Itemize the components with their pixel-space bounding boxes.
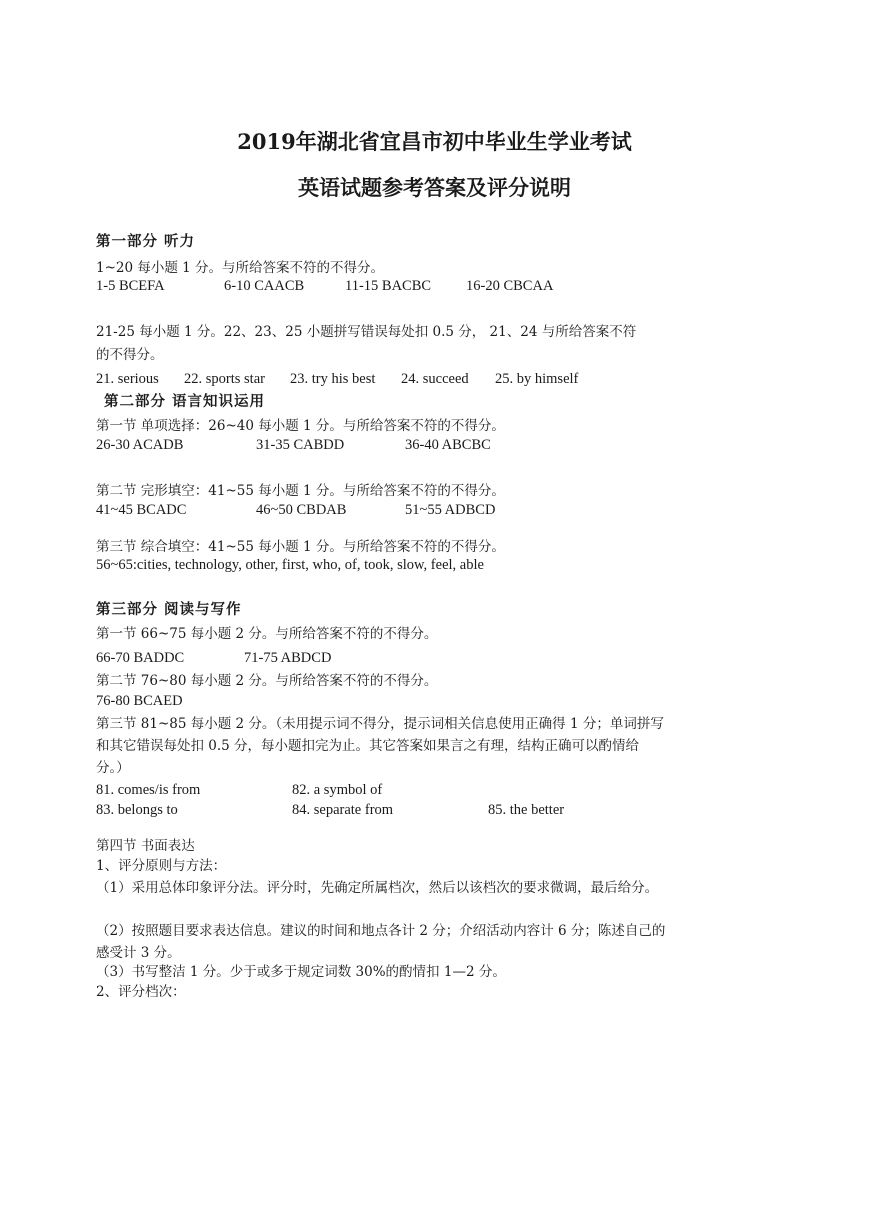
- scoring-levels-heading: 2、评分档次：: [96, 984, 186, 1000]
- answer-item: 85. the better: [488, 802, 565, 818]
- part3-sec4-heading: 第四节 书面表达: [96, 838, 195, 854]
- answer-group: 31-35 CABDD: [256, 437, 345, 453]
- answer-item: 22. sports star: [184, 371, 265, 387]
- part1-rule1: 1~20 每小题 1 分。与所给答案不符的不得分。: [96, 260, 385, 276]
- answer-item: 84. separate from: [292, 802, 394, 818]
- answer-item: 21. serious: [96, 371, 159, 387]
- part2-sec3-answers: 56~65:cities, technology, other, first, who, of, took, slow, feel, able: [96, 557, 484, 573]
- answer-item: 83. belongs to: [96, 802, 178, 818]
- scoring-rule-2: （2）按照题目要求表达信息。建议的时间和地点各计 2 分；介绍活动内容计 6 分；陈述自己的感受计 3 分。: [96, 923, 666, 961]
- scoring-rule-1: （1）采用总体印象评分法。评分时，先确定所属档次，然后以该档次的要求微调，最后给分。: [96, 880, 659, 896]
- answer-item: 82. a symbol of: [292, 782, 383, 798]
- answer-group: 11-15 BACBC: [345, 278, 432, 294]
- answer-group: 71-75 ABDCD: [244, 650, 332, 666]
- answer-item: 24. succeed: [401, 371, 469, 387]
- part2-sec3-rule: 第三节 综合填空：41~55 每小题 1 分。与所给答案不符的不得分。: [96, 539, 505, 555]
- part3-heading: 第三部分 阅读与写作: [96, 601, 242, 618]
- answer-group: 66-70 BADDC: [96, 650, 185, 666]
- part3-sec3-rule: 第三节 81~85 每小题 2 分。（未用提示词不得分，提示词相关信息使用正确得 1 分；单词拼写和其它错误每处扣 0.5 分，每小题扣完为止。其它答案如果言之有理，结构正确可以酌情给分。）: [96, 716, 664, 776]
- part2-heading: 第二部分 语言知识运用: [104, 393, 266, 410]
- answer-group: 76-80 BCAED: [96, 693, 183, 709]
- answer-group: 46~50 CBDAB: [256, 502, 347, 518]
- answer-group: 26-30 ACADB: [96, 437, 184, 453]
- answer-group: 51~55 ADBCD: [405, 502, 496, 518]
- answer-group: 41~45 BCADC: [96, 502, 187, 518]
- part1-rule2-cont: 的不得分。: [96, 347, 164, 363]
- answer-item: 81. comes/is from: [96, 782, 201, 798]
- answer-group: 36-40 ABCBC: [405, 437, 491, 453]
- answer-group: 6-10 CAACB: [224, 278, 305, 294]
- part2-sec1-rule: 第一节 单项选择：26~40 每小题 1 分。与所给答案不符的不得分。: [96, 418, 505, 434]
- answer-item: 23. try his best: [290, 371, 376, 387]
- answer-group: 1-5 BCEFA: [96, 278, 165, 294]
- answer-item: 25. by himself: [495, 371, 579, 387]
- answer-group: 16-20 CBCAA: [466, 278, 554, 294]
- page-subtitle: 英语试题参考答案及评分说明: [298, 175, 571, 200]
- part3-sec2-rule: 第二节 76~80 每小题 2 分。与所给答案不符的不得分。: [96, 673, 438, 689]
- scoring-principles-heading: 1、评分原则与方法：: [96, 858, 227, 874]
- part1-rule2: 21-25 每小题 1 分。22、23、25 小题拼写错误每处扣 0.5 分， 21、24 与所给答案不符: [96, 324, 637, 340]
- page-title: 2019年湖北省宜昌市初中毕业生学业考试: [237, 129, 632, 154]
- part2-sec2-rule: 第二节 完形填空：41~55 每小题 1 分。与所给答案不符的不得分。: [96, 483, 505, 499]
- part1-heading: 第一部分 听力: [96, 233, 196, 250]
- scoring-rule-3: （3）书写整洁 1 分。少于或多于规定词数 30%的酌情扣 1—2 分。: [96, 964, 506, 980]
- part3-sec1-rule: 第一节 66~75 每小题 2 分。与所给答案不符的不得分。: [96, 626, 438, 642]
